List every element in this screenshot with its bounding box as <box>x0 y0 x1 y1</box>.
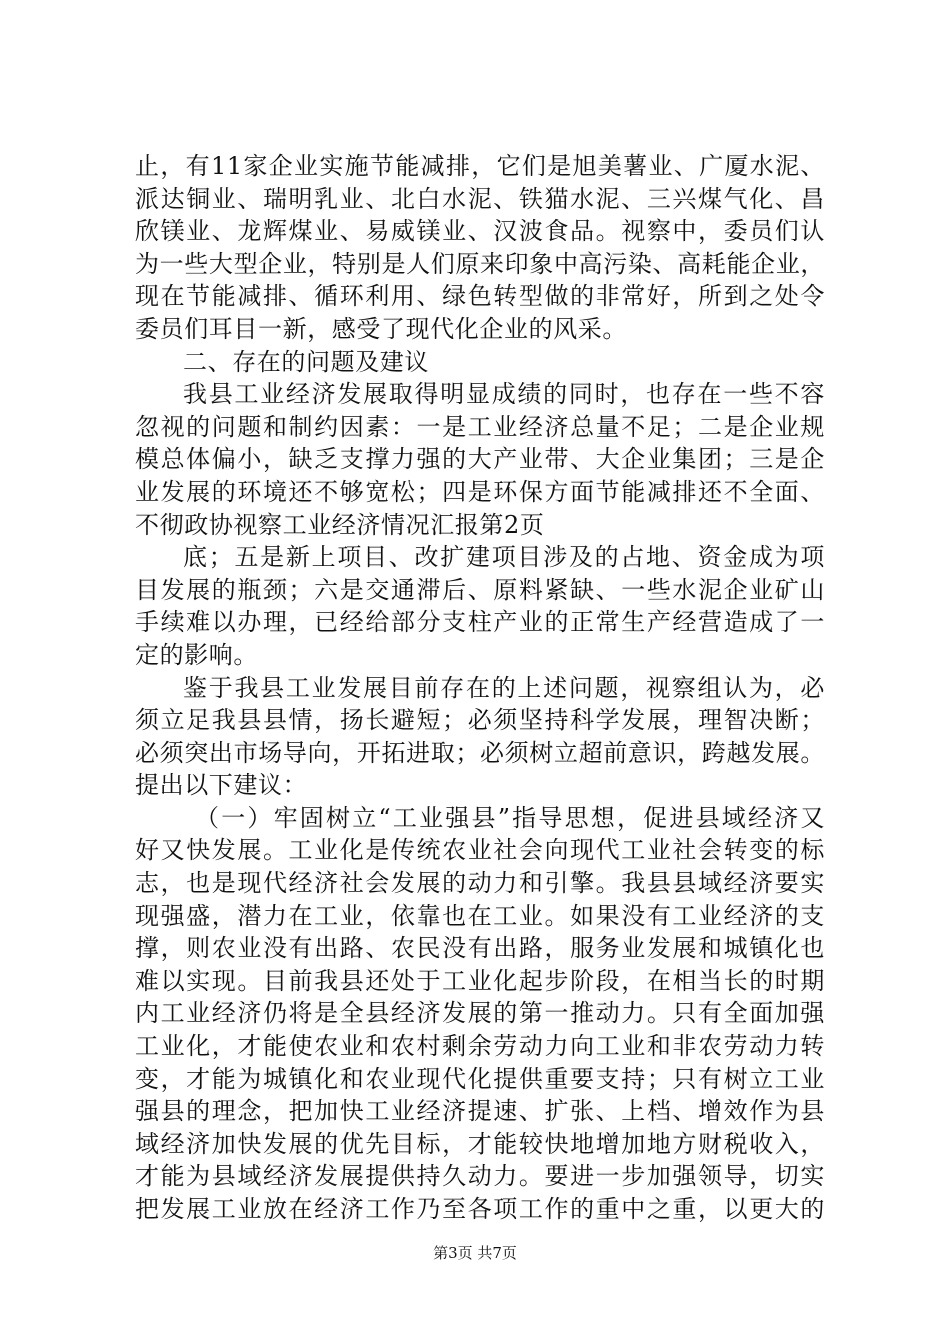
section-heading: 二、存在的问题及建议 <box>183 347 429 376</box>
text-line: 止，有11家企业实施节能减排，它们是旭美薯业、广厦水泥、 <box>135 152 825 180</box>
text-line: 我县工业经济发展取得明显成绩的同时，也存在一些不容 <box>183 380 825 409</box>
text-line: 业发展的环境还不够宽松；四是环保方面节能减排还不全面、 <box>135 477 825 506</box>
text-line: 底；五是新上项目、改扩建项目涉及的占地、资金成为项 <box>183 543 825 572</box>
text-line: 才能为县域经济发展提供持久动力。要进一步加强领导，切实 <box>135 1162 825 1191</box>
text-line: 工业化，才能使农业和农村剩余劳动力向工业和非农劳动力转 <box>135 1032 825 1061</box>
text-line: 强县的理念，把加快工业经济提速、扩张、上档、增效作为县 <box>135 1097 825 1126</box>
text-line: 须立足我县县情，扬长避短；必须坚持科学发展，理智决断； <box>135 706 825 735</box>
text-line: 手续难以办理，已经给部分支柱产业的正常生产经营造成了一 <box>135 608 825 637</box>
text-line: 目发展的瓶颈；六是交通滞后、原料紧缺、一些水泥企业矿山 <box>135 575 825 604</box>
text-line: 现强盛，潜力在工业，依靠也在工业。如果没有工业经济的支 <box>135 901 825 930</box>
page-footer: 第3页 共7页 <box>433 1244 517 1262</box>
text-line: 欣镁业、龙辉煤业、易威镁业、汉波食品。视察中，委员们认 <box>135 217 825 246</box>
text-line: 模总体偏小，缺乏支撑力强的大产业带、大企业集团；三是企 <box>135 445 825 474</box>
text-line: 委员们耳目一新，感受了现代化企业的风采。 <box>135 314 627 343</box>
text-line: 志，也是现代经济社会发展的动力和引擎。我县县域经济要实 <box>135 869 825 898</box>
text-line: 派达铜业、瑞明乳业、北白水泥、铁猫水泥、三兴煤气化、昌 <box>135 184 825 213</box>
text-line: 内工业经济仍将是全县经济发展的第一推动力。只有全面加强 <box>135 999 825 1028</box>
text-line: 好又快发展。工业化是传统农业社会向现代工业社会转变的标 <box>135 836 825 865</box>
text-line: 提出以下建议： <box>135 771 308 800</box>
body-text <box>135 150 825 1226</box>
text-line: 域经济加快发展的优先目标，才能较快地增加地方财税收入， <box>135 1129 825 1158</box>
text-line: 定的影响。 <box>135 640 258 669</box>
text-line: 忽视的问题和制约因素：一是工业经济总量不足；二是企业规 <box>135 412 825 441</box>
text-line: 不彻政协视察工业经济情况汇报第2页 <box>135 510 545 539</box>
text-line: 为一些大型企业，特别是人们原来印象中高污染、高耗能企业， <box>135 249 825 278</box>
text-line: 必须突出市场导向，开拓进取；必须树立超前意识，跨越发展。 <box>135 738 825 767</box>
section-heading: （一）牢固树立“工业强县”指导思想，促进县域经济又 <box>195 803 825 832</box>
text-line: 变，才能为城镇化和农业现代化提供重要支持；只有树立工业 <box>135 1064 825 1093</box>
text-line: 撑，则农业没有出路、农民没有出路，服务业发展和城镇化也 <box>135 934 825 963</box>
text-line: 难以实现。目前我县还处于工业化起步阶段，在相当长的时期 <box>135 966 825 995</box>
text-line: 现在节能减排、循环利用、绿色转型做的非常好，所到之处令 <box>135 282 825 311</box>
text-line: 把发展工业放在经济工作乃至各项工作的重中之重，以更大的 <box>135 1195 825 1223</box>
text-line: 鉴于我县工业发展目前存在的上述问题，视察组认为，必 <box>183 673 825 702</box>
